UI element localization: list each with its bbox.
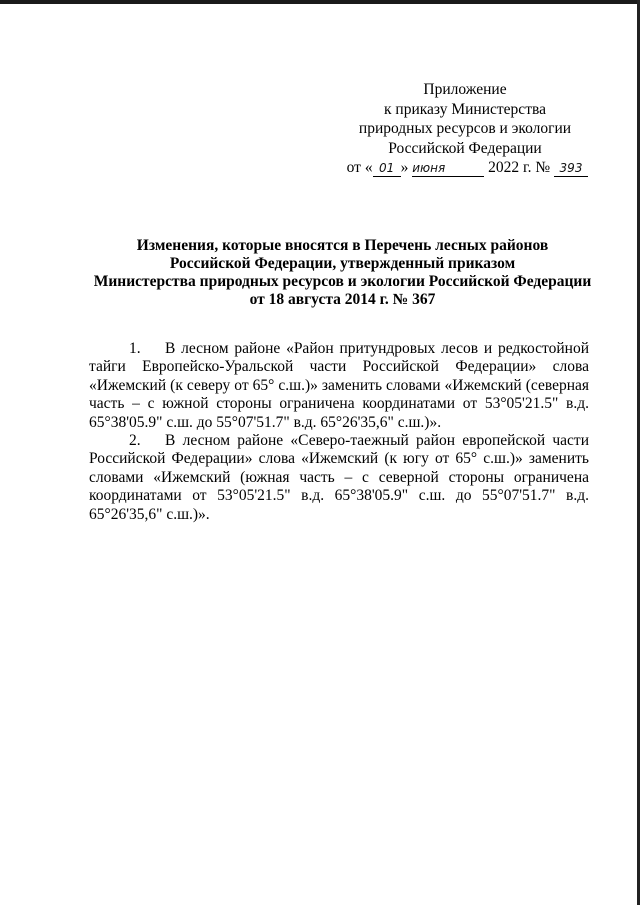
- paragraph-number: 2.: [129, 432, 141, 450]
- scan-border-top: [0, 0, 640, 4]
- appendix-header: [340, 80, 590, 178]
- paragraph-text: В лесном районе «Северо-таежный район европейской части Российской Федерации» слова «Ижемский (к югу от 65° с.ш.)» заменить словами «Ижемский (южная часть – с северной стороны ограничена координатами от 53°05'21.5" в.д. 65°38'05.9" с.ш. до 55°07'51.7" в.д. 65°26'35,6" с.ш.)».: [89, 432, 589, 523]
- appendix-ministry: природных ресурсов и экологии: [358, 120, 572, 137]
- appendix-label: Приложение: [423, 81, 507, 98]
- date-year-text: 2022 г. №: [488, 159, 551, 176]
- order-number-handwritten: 393: [554, 161, 588, 177]
- paragraph-text: В лесном районе «Район притундровых лесов и редкостойной тайги Европейско-Уральской части Российской Федерации» слова «Ижемский (к северу от 65° с.ш.)» заменить словами «Ижемский (северная часть – с южной стороны ограничена координатами от 53°05'21.5" в.д. 65°38'05.9" с.ш. до 55°07'51.7" в.д. 65°26'35,6" с.ш.)».: [89, 340, 589, 431]
- appendix-order-ref: к приказу Министерства: [384, 100, 546, 118]
- document-title: [60, 237, 625, 309]
- date-day-handwritten: 01: [373, 161, 401, 177]
- date-mid: »: [400, 159, 409, 176]
- title-line-3: Министерства природных ресурсов и экологии Российской Федерации: [93, 273, 592, 290]
- paragraph-2: [89, 432, 589, 524]
- appendix-country: Российской Федерации: [388, 139, 542, 157]
- title-line-4: от 18 августа 2014 г. № 367: [249, 291, 436, 308]
- date-prefix: от «: [346, 159, 373, 176]
- paragraph-1: [89, 340, 589, 432]
- document-body: [89, 340, 589, 524]
- appendix-date-line: [340, 158, 590, 178]
- title-line-2: Российской Федерации, утвержденный приказом: [169, 255, 516, 272]
- paragraph-number: 1.: [129, 340, 141, 357]
- date-month-handwritten: июня: [412, 161, 484, 177]
- title-line-1: Изменения, которые вносятся в Перечень лесных районов: [136, 237, 549, 254]
